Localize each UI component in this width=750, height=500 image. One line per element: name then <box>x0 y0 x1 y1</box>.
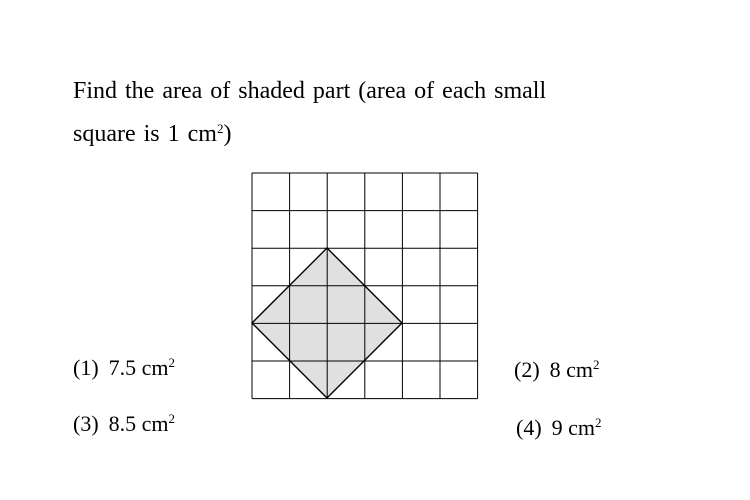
question-line-2 <box>73 113 633 156</box>
option-1-superscript: 2 <box>168 355 176 370</box>
question-line-1: Find the area of shaded part (area of each small <box>73 78 547 104</box>
option-3[interactable] <box>73 411 175 437</box>
question-text <box>73 70 633 156</box>
option-4-value: 9 cm <box>551 415 596 440</box>
option-3-value: 8.5 cm <box>108 411 169 436</box>
option-3-number: (3) <box>73 411 99 436</box>
option-2-number: (2) <box>514 357 540 382</box>
option-4-superscript: 2 <box>595 415 602 430</box>
option-1-number: (1) <box>73 355 99 380</box>
option-4[interactable] <box>516 415 602 441</box>
option-4-number: (4) <box>516 415 542 440</box>
option-1-value: 7.5 cm <box>108 355 169 380</box>
option-3-superscript: 2 <box>168 411 176 426</box>
question-line-2-text: square is 1 cm <box>73 121 217 147</box>
option-2-value: 8 cm <box>549 357 594 382</box>
option-1[interactable] <box>73 355 175 381</box>
option-2-superscript: 2 <box>593 357 600 372</box>
question-line-2-end: ) <box>223 121 232 147</box>
grid-figure <box>250 170 482 402</box>
unit-superscript: 2 <box>216 121 224 136</box>
option-2[interactable] <box>514 357 600 383</box>
